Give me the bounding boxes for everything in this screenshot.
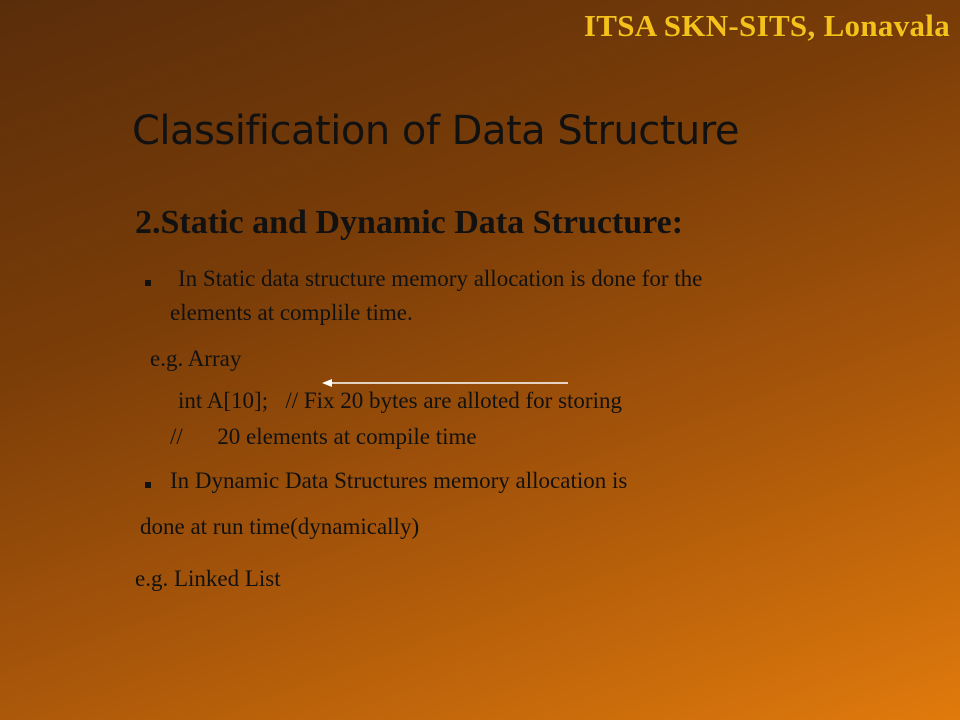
code-line-2: // 20 elements at compile time bbox=[170, 424, 477, 449]
slide-subtitle: 2.Static and Dynamic Data Structure: bbox=[135, 204, 684, 241]
arrow-icon bbox=[322, 376, 572, 390]
bullet1-line1: In Static data structure memory allocation is done for the bbox=[178, 266, 703, 291]
watermark-text: ITSA SKN-SITS, Lonavala bbox=[583, 8, 950, 43]
code-line-1: int A[10]; // Fix 20 bytes are alloted for storing bbox=[178, 388, 622, 413]
example-array: e.g. Array bbox=[150, 346, 242, 371]
bullet-marker-2 bbox=[145, 482, 151, 488]
bullet1-line2: elements at complile time. bbox=[170, 300, 413, 325]
slide-title: Classification of Data Structure bbox=[132, 108, 739, 154]
bullet-marker-1 bbox=[145, 280, 151, 286]
example-linked-list: e.g. Linked List bbox=[135, 566, 281, 591]
bullet2-line2: done at run time(dynamically) bbox=[140, 514, 420, 539]
bullet2-line1: In Dynamic Data Structures memory allocation is bbox=[170, 468, 628, 493]
